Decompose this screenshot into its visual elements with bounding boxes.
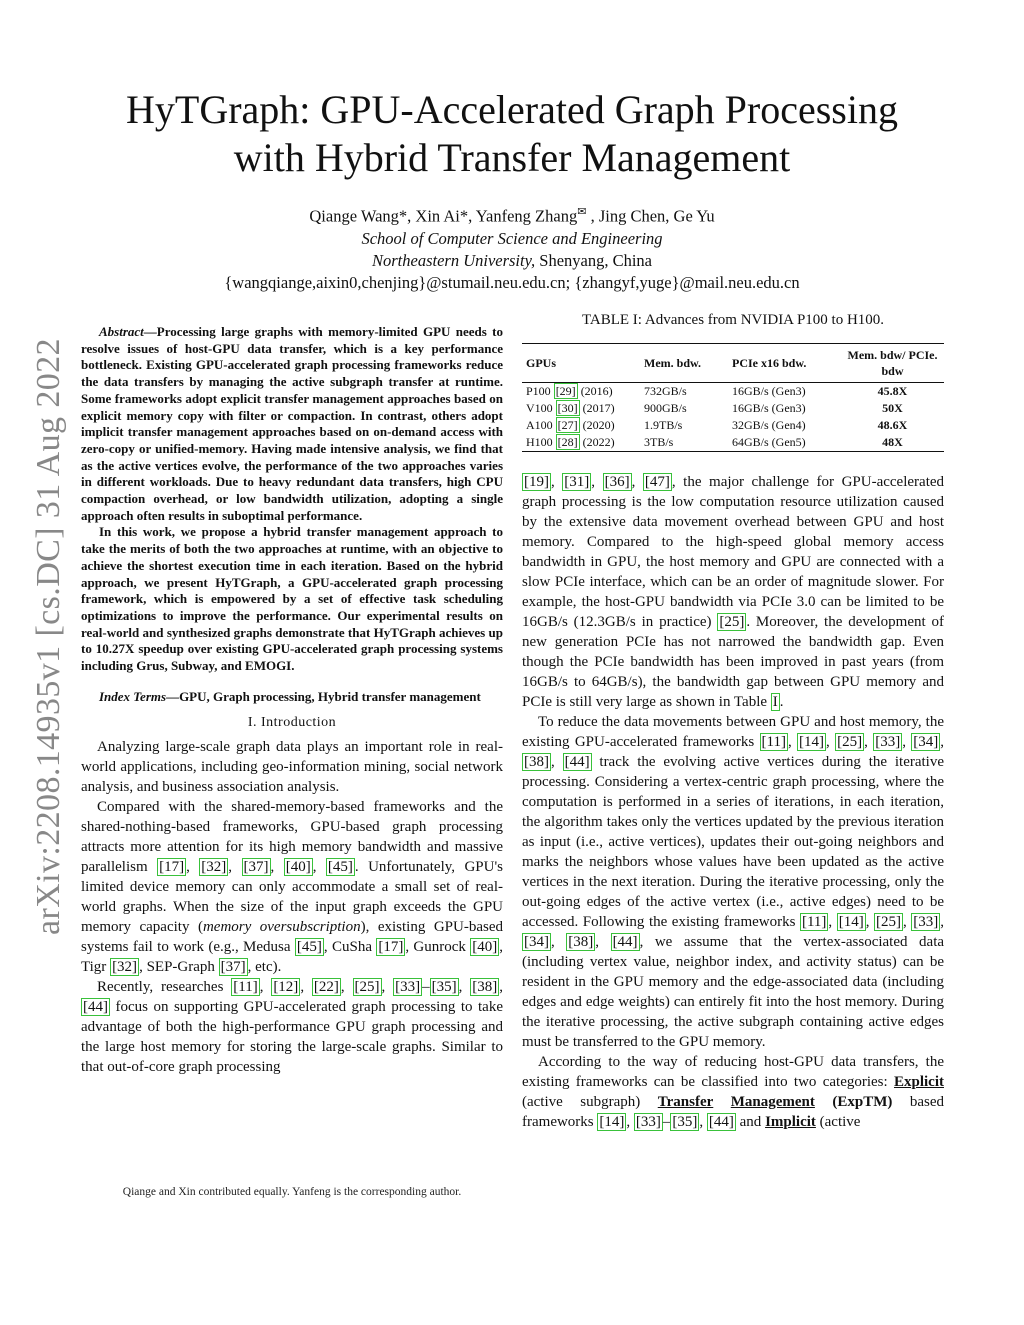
table-row [522, 434, 944, 452]
citation-link[interactable]: [40] [285, 859, 311, 876]
citation-link[interactable]: [33] [875, 734, 901, 750]
citation-link[interactable]: [31] [564, 474, 590, 490]
citation-link[interactable]: [22] [313, 979, 339, 996]
citation-link[interactable]: [25] [837, 734, 863, 750]
gpu-cell: H100 [28] (2022) [522, 434, 640, 452]
pcie-bdw-cell: 16GB/s (Gen3) [732, 384, 806, 398]
table-row [522, 383, 944, 401]
table-header: GPUs [522, 344, 640, 383]
citation-link[interactable]: [25] [354, 979, 380, 996]
title-line-2: with Hybrid Transfer Management [233, 135, 791, 180]
citation-link[interactable]: [17] [159, 859, 185, 876]
citation-link[interactable]: [27] [557, 418, 578, 432]
citation-link[interactable]: [44] [83, 999, 108, 1016]
pcie-bdw-cell: 64GB/s (Gen5) [728, 434, 841, 452]
author-block [0, 201, 1024, 294]
citation-link[interactable]: [44] [564, 754, 590, 770]
index-terms: Index Terms—GPU, Graph processing, Hybrid transfer management [99, 688, 481, 704]
right-paragraph-2: To reduce the data movements between GPU and host memory, the existing GPU-accelerated frameworks [11] , [14] , [25] , [33] , [34] , [38] , [44] track the evolving active vertices during the iterative processing. Considering a vertex-centric graph processing, where the computation is performed in a series of iterations, in each iteration, the algorithm takes only the vertices updated by the previous iteration as input (i.e., active vertices), updates their out-going neighbors and marks the neighbors whose values have been updated as the active vertices in the next iteration. During the iterative processing, only the out-going edges of the active vertex (i.e., active edges) need to be accessed. Following the existing frameworks [11] , [14] , [25] , [33] , [34] , [38] , [44] , we assume that the vertex-associated data (including vertex value, neighbor index, and activity status) can be resident in the GPU memory and the edge-associated data (including edges and edge weights) can entirely fit into the host memory. During the iterative processing, the active subgraph containing active edges must be transferred to the GPU memory. [522, 714, 945, 1050]
mem-bdw-cell: 3TB/s [640, 434, 728, 452]
citation-link[interactable]: [11] [761, 734, 786, 750]
citation-link[interactable]: [33] [635, 1114, 661, 1130]
citation-link[interactable]: [45] [296, 939, 322, 956]
citation-link[interactable]: [35] [431, 979, 457, 996]
table-header: Mem. bdw/ PCIe. bdw [841, 344, 944, 383]
pcie-bdw-cell: 32GB/s (Gen4) [732, 418, 806, 432]
ratio-cell: 45.8X [877, 384, 908, 398]
pcie-bdw-cell: 16GB/s (Gen3) [732, 401, 806, 415]
paper-title [0, 86, 1024, 182]
citation-link[interactable]: [33] [913, 914, 939, 930]
table-header: PCIe x16 bdw. [728, 344, 841, 383]
intro-paragraph-1: Analyzing large-scale graph data plays an important role in real-world applications, including geo-information mining, social network analysis, and business association analysis. [81, 739, 503, 796]
table-reference-link[interactable]: I [772, 694, 778, 710]
mem-bdw-cell: 900GB/s [644, 401, 687, 415]
citation-link[interactable]: [14] [799, 734, 825, 750]
table-header-row [522, 344, 944, 383]
citation-link[interactable]: [33] [395, 979, 421, 996]
envelope-icon: ✉ [577, 206, 587, 218]
citation-link[interactable]: [37] [243, 859, 269, 876]
mem-bdw-cell: 1.9TB/s [644, 418, 683, 432]
citation-link[interactable]: [17] [378, 939, 404, 956]
table-row [522, 400, 944, 417]
citation-link[interactable]: [38] [472, 979, 498, 996]
left-column [81, 324, 503, 1077]
gpu-cell: V100 [30] (2017) [526, 401, 615, 415]
citation-link[interactable]: [45] [327, 859, 353, 876]
citation-link[interactable]: [44] [708, 1114, 734, 1130]
gpu-cell: P100 [29] (2016) [526, 384, 613, 398]
citation-link[interactable]: [14] [599, 1114, 625, 1130]
abstract [81, 324, 503, 705]
right-body [522, 472, 944, 1132]
gpu-cell: A100 [27] (2020) [526, 418, 615, 432]
arxiv-side-stamp: arXiv:2208.14935v1 [cs.DC] 31 Aug 2022 [30, 338, 67, 935]
citation-link[interactable]: [40] [472, 939, 498, 956]
introduction-body [81, 737, 503, 1077]
intro-paragraph-2: Compared with the shared-memory-based frameworks and the shared-nothing-based frameworks, GPU-based graph processing attracts more attention for its high memory bandwidth and massive parallelism [17] , [32] , [37] , [40] , [45] . Unfortunately, GPU's limited device memory can only accommodate a small set of real-world graphs. When the size of the input graph exceeds the GPU memory capacity (memory oversubscription), existing GPU-based systems fail to work (e.g., Medusa [45] , CuSha [17] , Gunrock [40] , Tigr [32] , SEP-Graph [37] , etc). [81, 799, 504, 976]
citation-link[interactable]: [29] [555, 384, 576, 398]
table-header: Mem. bdw. [640, 344, 728, 383]
ratio-cell: 50X [882, 401, 903, 415]
intro-paragraph-3: Recently, researches [11] , [12] , [22] , [25] , [33] – [35] , [38] , [44] focus on supporting GPU-accelerated graph processing to take advantage of both the high-performance GPU graph processing and the large host memory for storing the large-scale graphs. Similar to that out-of-core graph processing [81, 979, 503, 1076]
author-names: Qiange Wang*, Xin Ai*, Yanfeng Zhang✉ , Jing Chen, Ge Yu [309, 206, 715, 226]
citation-link[interactable]: [14] [838, 914, 864, 930]
citation-link[interactable]: [32] [112, 959, 138, 976]
citation-link[interactable]: [32] [201, 859, 227, 876]
citation-link[interactable]: [34] [913, 734, 939, 750]
citation-link[interactable]: [30] [557, 401, 578, 415]
affiliation-2: Northeastern University, Shenyang, China [371, 250, 653, 270]
ratio-cell: 48X [841, 434, 944, 452]
citation-link[interactable]: [25] [875, 914, 901, 930]
citation-link[interactable]: [11] [233, 979, 258, 996]
citation-link[interactable]: [37] [220, 959, 246, 976]
citation-link[interactable]: [36] [604, 474, 630, 490]
affiliation-1: School of Computer Science and Engineering [361, 228, 663, 248]
citation-link[interactable]: [28] [557, 435, 578, 449]
title-line-1: HyTGraph: GPU-Accelerated Graph Processing [126, 87, 898, 132]
citation-link[interactable]: [47] [644, 474, 670, 490]
table-caption: TABLE I: Advances from NVIDIA P100 to H100. [581, 312, 885, 328]
right-paragraph-3: According to the way of reducing host-GPU data transfers, the existing frameworks can be classified into two categories: Explicit (active subgraph) Transfer Management (ExpTM) based frameworks [14] , [33] – [35] , [44] and Implicit (active [522, 1054, 944, 1130]
footnote: Qiange and Xin contributed equally. Yanfeng is the corresponding author. [122, 1186, 462, 1198]
citation-link[interactable]: [12] [273, 979, 299, 996]
citation-link[interactable]: [38] [524, 754, 549, 770]
citation-link[interactable]: [38] [568, 934, 594, 950]
abstract-paragraph-2: In this work, we propose a hybrid transfer management approach to take the merits of both the two approaches at runtime, with an objective to achieve the shortest execution time in each iteration. Based on the hybrid approach, we present HyTGraph, a GPU-accelerated graph processing framework, which is empowered by a set of effective task scheduling optimizations to improve the performance. Our experimental results on real-world and synthesized graphs demonstrate that HyTGraph achieves up to 10.27X speedup over existing GPU-accelerated graph processing systems including Grus, Subway, and EMOGI. [81, 524, 503, 674]
right-paragraph-1: [19] , [31] , [36] , [47] , the major challenge for GPU-accelerated graph processing is the low computation resource utilization caused by the extensive data movement overhead between GPU and host memory. Compared to the high-speed global memory access bandwidth in GPU, the host memory and GPU are connected with a slow PCIe interface, which can be an order of magnitude slower. For example, the host-GPU bandwidth via PCIe 3.0 can be limited to be 16GB/s (12.3GB/s in practice) [25] . Moreover, the development of new generation PCIe has not narrowed the bandwidth gap. Even though the PCIe bandwidth has been improved in past years (from 16GB/s to 64GB/s), the bandwidth gap between GPU memory and PCIe is still very large as shown in Table I . [522, 474, 945, 710]
citation-link[interactable]: [19] [524, 474, 549, 490]
ratio-cell: 48.6X [877, 418, 908, 432]
mem-bdw-cell: 732GB/s [644, 384, 687, 398]
citation-link[interactable]: [25] [719, 614, 745, 630]
citation-link[interactable]: [44] [612, 934, 638, 950]
table-row [522, 417, 944, 434]
citation-link[interactable]: [11] [801, 914, 827, 930]
gpu-advances-table [522, 343, 944, 452]
citation-link[interactable]: [35] [672, 1114, 698, 1130]
author-emails: {wangqiange,aixin0,chenjing}@stumail.neu.edu.cn; {zhangyf,yuge}@mail.neu.edu.cn [224, 272, 800, 292]
citation-link[interactable]: [34] [524, 934, 549, 950]
right-column [522, 312, 944, 1132]
abstract-paragraph-1: Abstract—Processing large graphs with memory-limited GPU needs to resolve issues of host-GPU data transfer, which is a key performance bottleneck. Existing GPU-accelerated graph processing frameworks reduce the data transfers by managing the active subgraph transfer at runtime. Some frameworks adopt explicit transfer management approaches based on explicit memory copy with filter or compaction. In contrast, others adopt implicit transfer management approaches based on on-demand access with zero-copy or unified-memory. Having made intensive analysis, we find that as the active vertices evolve, the performance of the two approaches varies in different workloads. Due to heavy redundant data transfers, high CPU compaction overhead, or low bandwidth utilization, adopting a single approach often results in suboptimal performance. [81, 324, 503, 523]
section-heading-introduction: I. Introduction [247, 715, 337, 731]
